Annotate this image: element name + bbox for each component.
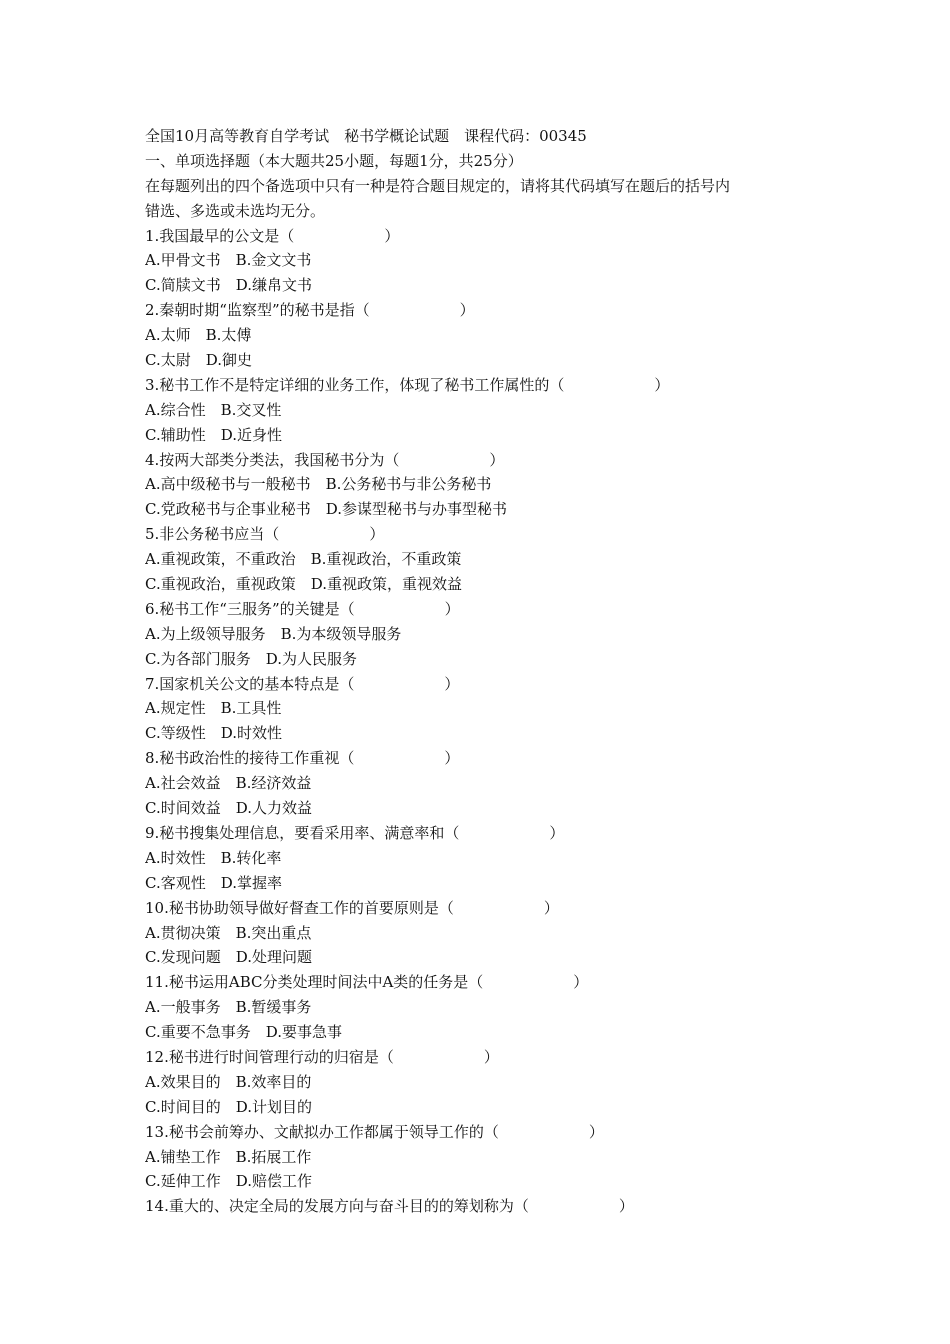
text-line: C.党政秘书与企事业秘书 D.参谋型秘书与办事型秘书 bbox=[145, 500, 507, 519]
text-line: C.延伸工作 D.赔偿工作 bbox=[145, 1172, 312, 1191]
text-line: 3.秘书工作不是特定详细的业务工作，体现了秘书工作属性的（ ） bbox=[145, 375, 670, 394]
text-line: C.简牍文书 D.缣帛文书 bbox=[145, 276, 312, 295]
text-line: 全国10月高等教育自学考试 秘书学概论试题 课程代码：00345 bbox=[145, 127, 587, 145]
text-line: A.重视政策，不重政治 B.重视政治，不重政策 bbox=[145, 550, 462, 569]
text-line: A.贯彻决策 B.突出重点 bbox=[145, 923, 312, 942]
text-line: C.时间效益 D.人力效益 bbox=[145, 799, 312, 818]
text-line: 在每题列出的四个备选项中只有一种是符合题目规定的，请将其代码填写在题后的括号内 bbox=[145, 176, 731, 195]
text-line: C.等级性 D.时效性 bbox=[145, 724, 282, 743]
text-line: 4.按两大部类分类法，我国秘书分为（ ） bbox=[145, 450, 505, 469]
text-line: C.发现问题 D.处理问题 bbox=[145, 948, 312, 967]
text-line: C.辅助性 D.近身性 bbox=[145, 425, 282, 444]
text-line: A.铺垫工作 B.拓展工作 bbox=[145, 1147, 312, 1166]
text-line: A.太师 B.太傅 bbox=[145, 326, 252, 345]
text-line: 错选、多选或未选均无分。 bbox=[145, 201, 326, 220]
text-line: 7.国家机关公文的基本特点是（ ） bbox=[145, 674, 460, 693]
text-line: 6.秘书工作“三服务”的关键是（ ） bbox=[145, 599, 460, 618]
text-line: A.为上级领导服务 B.为本级领导服务 bbox=[145, 624, 402, 643]
text-line: A.一般事务 B.暂缓事务 bbox=[145, 998, 312, 1017]
text-line: A.甲骨文书 B.金文文书 bbox=[145, 251, 312, 270]
text-line: C.重要不急事务 D.要事急事 bbox=[145, 1023, 342, 1042]
text-line: C.重视政治，重视政策 D.重视政策，重视效益 bbox=[145, 575, 462, 594]
text-line: C.太尉 D.御史 bbox=[145, 351, 252, 370]
document-body bbox=[145, 124, 835, 1219]
text-line: 2.秦朝时期“监察型”的秘书是指（ ） bbox=[145, 301, 475, 320]
text-line: A.高中级秘书与一般秘书 B.公务秘书与非公务秘书 bbox=[145, 475, 492, 494]
text-line: 12.秘书进行时间管理行动的归宿是（ ） bbox=[145, 1047, 499, 1066]
text-line: 1.我国最早的公文是（ ） bbox=[145, 226, 400, 245]
text-line: C.为各部门服务 D.为人民服务 bbox=[145, 649, 357, 668]
text-line: 13.秘书会前筹办、文献拟办工作都属于领导工作的（ ） bbox=[145, 1122, 604, 1141]
text-line: A.综合性 B.交叉性 bbox=[145, 400, 282, 419]
text-line: A.社会效益 B.经济效益 bbox=[145, 774, 312, 793]
text-line: 11.秘书运用ABC分类处理时间法中A类的任务是（ ） bbox=[145, 973, 589, 992]
text-line: A.效果目的 B.效率目的 bbox=[145, 1072, 312, 1091]
text-line: 5.非公务秘书应当（ ） bbox=[145, 525, 385, 544]
text-line: A.规定性 B.工具性 bbox=[145, 699, 282, 718]
text-line: 14.重大的、决定全局的发展方向与奋斗目的的筹划称为（ ） bbox=[145, 1197, 634, 1216]
text-line: C.时间目的 D.计划目的 bbox=[145, 1097, 312, 1116]
text-line: 9.秘书搜集处理信息，要看采用率、满意率和（ ） bbox=[145, 823, 565, 842]
text-line: 一、单项选择题（本大题共25小题，每题1分，共25分） bbox=[145, 151, 523, 170]
text-line: A.时效性 B.转化率 bbox=[145, 848, 282, 867]
text-line: 10.秘书协助领导做好督查工作的首要原则是（ ） bbox=[145, 898, 559, 917]
text-line: 8.秘书政治性的接待工作重视（ ） bbox=[145, 749, 460, 768]
text-line: C.客观性 D.掌握率 bbox=[145, 873, 282, 892]
